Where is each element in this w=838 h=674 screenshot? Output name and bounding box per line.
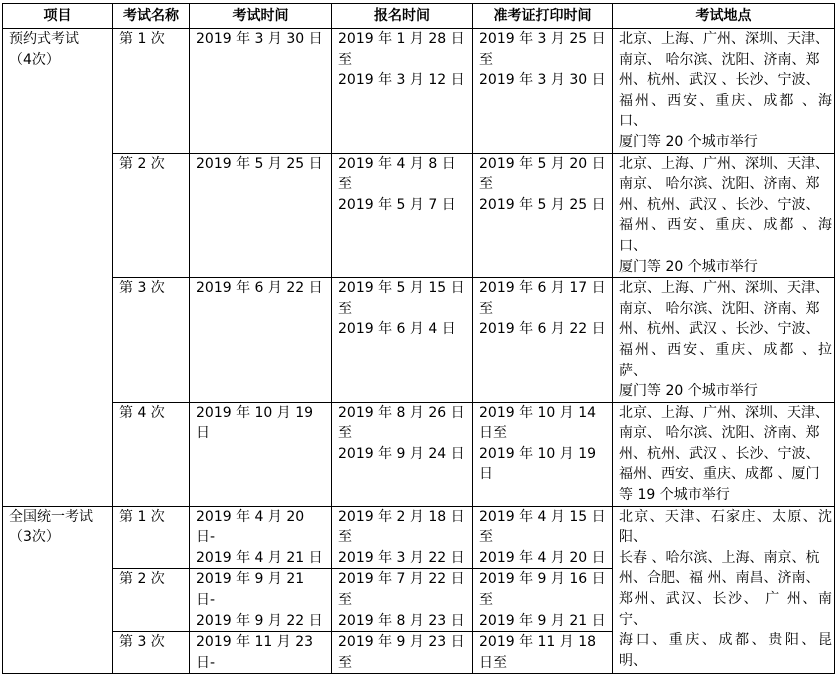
exam-name-cell: 第 1 次 [113,506,190,569]
header-project: 项目 [3,4,113,29]
header-row [3,4,835,29]
header-exam-location: 考试地点 [613,4,835,29]
exam-location-cell: 北京、上海、广州、深圳、天津、 南京、 哈尔滨、沈阳、济南、郑 州、杭州、武汉 、长沙、宁波、 福州、西安、重庆、成都 、厦门 等 19 个城市举行 [613,402,835,506]
exam-name-cell: 第 3 次 [113,632,190,674]
exam-name-cell: 第 2 次 [113,153,190,278]
exam-name-cell: 第 3 次 [113,278,190,403]
header-ticket-print-time: 准考证打印时间 [473,4,613,29]
project-cell: 全国统一考试 （3次） [3,506,113,674]
project-cell: 预约式考试 （4次） [3,29,113,507]
ticket-print-time-cell: 2019 年 5 月 20 日至 2019 年 5 月 25 日 [473,153,613,278]
registration-time-cell: 2019 年 5 月 15 日至 2019 年 6 月 4 日 [332,278,473,403]
exam-time-cell: 2019 年 11 月 23 日- [190,632,332,674]
header-exam-time: 考试时间 [190,4,332,29]
table-row [3,402,835,506]
exam-location-cell: 北京、上海、广州、深圳、天津、 南京、 哈尔滨、沈阳、济南、郑 州、杭州、武汉 、长沙、宁波、 福州、西安、重庆、成都 、海口、 厦门等 20 个城市举行 [613,153,835,278]
exam-time-cell: 2019 年 4 月 20 日- 2019 年 4 月 21 日 [190,506,332,569]
exam-time-cell: 2019 年 9 月 21 日- 2019 年 9 月 22 日 [190,569,332,632]
registration-time-cell: 2019 年 1 月 28 日至 2019 年 3 月 12 日 [332,29,473,154]
ticket-print-time-cell: 2019 年 10 月 14 日至 2019 年 10 月 19 日 [473,402,613,506]
registration-time-cell: 2019 年 4 月 8 日至 2019 年 5 月 7 日 [332,153,473,278]
exam-time-cell: 2019 年 10 月 19 日 [190,402,332,506]
ticket-print-time-cell: 2019 年 3 月 25 日至 2019 年 3 月 30 日 [473,29,613,154]
registration-time-cell: 2019 年 7 月 22 日至 2019 年 8 月 23 日 [332,569,473,632]
registration-time-cell: 2019 年 8 月 26 日至 2019 年 9 月 24 日 [332,402,473,506]
registration-time-cell: 2019 年 2 月 18 日至 2019 年 3 月 22 日 [332,506,473,569]
ticket-print-time-cell: 2019 年 4 月 15 日至 2019 年 4 月 20 日 [473,506,613,569]
table-row [3,278,835,403]
exam-name-cell: 第 2 次 [113,569,190,632]
exam-name-cell: 第 4 次 [113,402,190,506]
ticket-print-time-cell: 2019 年 11 月 18 日至 [473,632,613,674]
header-exam-name: 考试名称 [113,4,190,29]
exam-name-cell: 第 1 次 [113,29,190,154]
registration-time-cell: 2019 年 9 月 23 日至 [332,632,473,674]
table-row [3,29,835,154]
exam-time-cell: 2019 年 6 月 22 日 [190,278,332,403]
exam-location-cell: 北京、天津、石家庄、太原、沈阳、 长春 、哈尔滨、上海、南京、杭 州、合肥、福 州、南昌、济南、 郑州、武汉、长沙、 广 州、南宁、 海口、重庆、成都、贵阳、昆 明、 [613,506,835,674]
ticket-print-time-cell: 2019 年 6 月 17 日至 2019 年 6 月 22 日 [473,278,613,403]
ticket-print-time-cell: 2019 年 9 月 16 日至 2019 年 9 月 21 日 [473,569,613,632]
exam-location-cell: 北京、上海、广州、深圳、天津、 南京、 哈尔滨、沈阳、济南、郑 州、杭州、武汉 、长沙、宁波、 福州、西安、重庆、成都 、海口、 厦门等 20 个城市举行 [613,29,835,154]
exam-time-cell: 2019 年 5 月 25 日 [190,153,332,278]
exam-schedule-table [2,3,835,674]
header-registration-time: 报名时间 [332,4,473,29]
exam-time-cell: 2019 年 3 月 30 日 [190,29,332,154]
exam-location-cell: 北京、上海、广州、深圳、天津、 南京、 哈尔滨、沈阳、济南、郑 州、杭州、武汉 、长沙、宁波、 福州、西安、重庆、成都 、拉萨、 厦门等 20 个城市举行 [613,278,835,403]
table-row [3,153,835,278]
